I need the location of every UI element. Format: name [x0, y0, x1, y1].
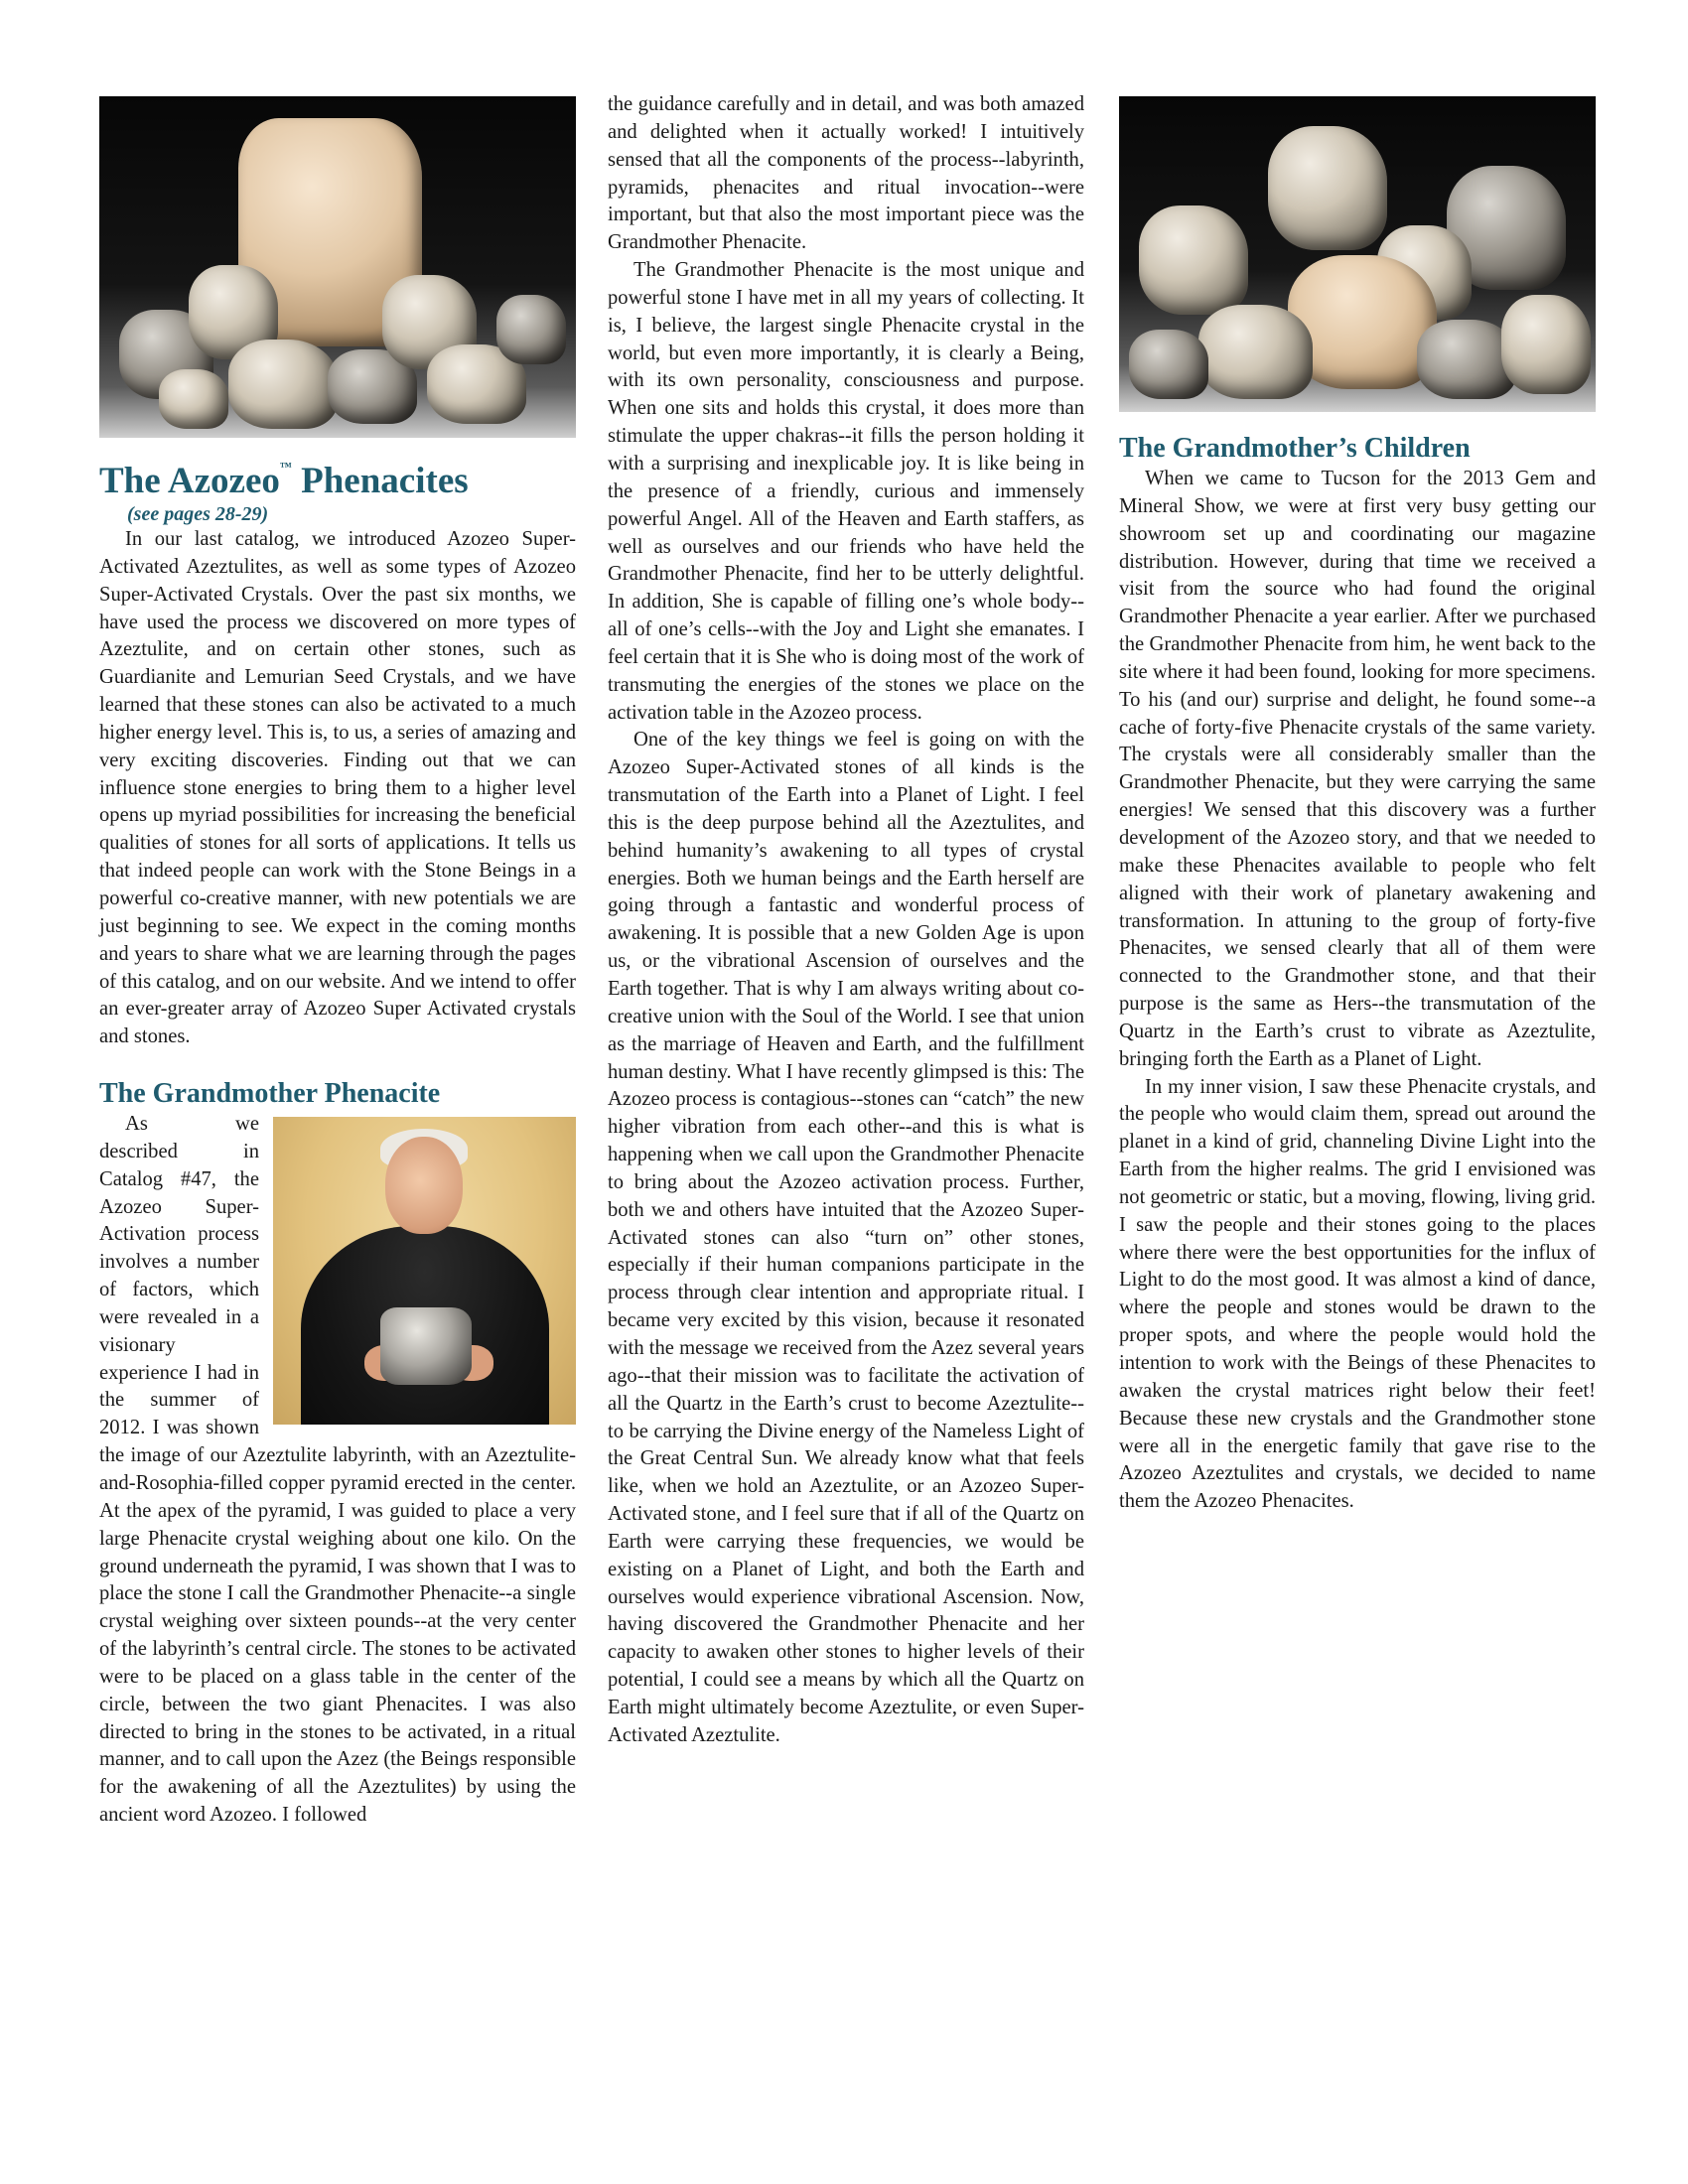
- section-heading-grandmother-phenacite: The Grandmother Phenacite: [99, 1078, 441, 1110]
- section-heading-grandmothers-children: The Grandmother’s Children: [1119, 433, 1471, 464]
- crystal-rock: [1198, 305, 1313, 399]
- grandmother-being-paragraph: The Grandmother Phenacite is the most unique and powerful stone I have met in all my years of collecting. It is, I believe, the largest single Phenacite crystal in the world, but even more importantly, it is clearly a Being, with its own personality, consciousness and purpose. When one sits and holds this crystal, it does more than stimulate the upper chakras--it fills the person holding it with a surprising and inexplicable joy. It is like being in the presence of a friendly, curious and immensely powerful Angel. All of the Heaven and Earth staffers, as well as ourselves and our friends who have held the Grandmother Phenacite, find her to be utterly delightful. In addition, She is capable of filling one’s whole body--all of one’s cells--with the Joy and Light she emanates. I feel certain that it is She who is doing most of the work of transmuting the energies of the stones we place on the activation table in the Azozeo process.: [608, 259, 1084, 724]
- crystal-rock: [1501, 295, 1591, 394]
- crystal-rock: [159, 369, 228, 429]
- column-middle: [608, 91, 1084, 1750]
- intro-paragraph: In our last catalog, we introduced Azozeo Super-Activated Azeztulites, as well as some types of Azozeo Super-Activated Crystals. Over the past six months, we have used the process we discovered on more types of Azeztulite, and on certain other stones, such as Guardianite and Lemurian Seed Crystals, and we have learned that these stones can also be activated to a much higher energy level. This is, to us, a series of amazing and very exciting discoveries. Finding out that we can influence stone energies to bring them to a higher level opens up myriad possibilities for increasing the beneficial qualities of stones for all sorts of applications. It tells us that indeed people can work with the Stone Beings in a powerful co-creative manner, with new potentials we are just beginning to see. We expect in the coming months and years to share what we are learning through the pages of this catalog, and on our website. And we intend to offer an ever-greater array of Azozeo Super Activated crystals and stones.: [99, 528, 576, 1048]
- planet-of-light-paragraph: One of the key things we feel is going on with the Azozeo Super-Activated stones of all kinds is the transmutation of the Earth into a Planet of Light. I feel this is the deep purpose behind all the Azeztulites, and behind humanity’s awakening to all types of crystal energies. Both we human beings and the Earth herself are going through a fantastic and wonderful process of awakening. It is possible that a new Golden Age is upon us, or the vibrational Ascension of ourselves and the Earth together. That is why I am always writing about co-creative union with the Soul of the World. I see that union as the marriage of Heaven and Earth, and the fulfillment human destiny. What I have recently glimpsed is this: The Azozeo process is contagious--stones can “catch” the new higher vibration from each other--and this is what is happening when we call upon the Grandmother Phenacite to bring about the Azozeo activation process. Further, both we and others have intuited that the Azozeo Super-Activated stones can also “turn on” other stones, especially if their human companions participate in the process through clear intention and appropriate ritual. I became very excited by this vision, because it resonated with the message we received from the Azez several years ago--that their mission was to facilitate the activation of all the Quartz in the Earth’s crust to become Azeztulite--to be carrying the Divine energy of the Nameless Light of the Great Central Sun. We already know what that feels like, when we hold an Azeztulite, or an Azozeo Super-Activated stone, and I feel sure that if all of the Quartz on Earth were carrying these frequencies, we would be existing on a Planet of Light, and both the Earth and ourselves would experience vibrational Ascension. Now, having discovered the Grandmother Phenacite and her capacity to awaken other stones to higher levels of their potential, I could see a means by which all the Quartz on Earth might ultimately become Azeztulite, or even Super-Activated Azeztulite.: [608, 729, 1084, 1746]
- man-holding-crystal-photo: [273, 1117, 576, 1425]
- grandmother-paragraph-wrap: [99, 1111, 576, 1830]
- crystal-rock: [496, 295, 566, 364]
- crystal-rock: [228, 340, 338, 429]
- article-title: The Azozeo™ Phenacites: [99, 460, 469, 501]
- crystal-rock: [1139, 205, 1248, 315]
- crystal-rock: [1268, 126, 1387, 250]
- crystal-rock: [1129, 330, 1208, 399]
- column-right: [1119, 96, 1596, 1516]
- column-left: [99, 96, 576, 1830]
- continued-paragraph: the guidance carefully and in detail, and was both amazed and delighted when it actually worked! I intuitively sensed that all the components of the process--labyrinth, pyramids, phenacites and ritual invocation--were important, but that also the most important piece was the Grandmother Phenacite.: [608, 93, 1084, 254]
- tucson-paragraph: When we came to Tucson for the 2013 Gem and Mineral Show, we were at first very busy getting our showroom set up and coordinating our magazine distribution. However, during that time we received a visit from the source who had found the original Grandmother Phenacite a year earlier. After we purchased the Grandmother Phenacite from him, he went back to the site where it had been found, looking for more specimens. To his (and our) surprise and delight, he found some--a cache of forty-five Phenacite crystals of the same variety. The crystals were all considerably smaller than the Grandmother Phenacite, but they were carrying the same energies! We sensed that this discovery was a further development of the Azozeo story, and that we needed to make these Phenacites available to people who felt aligned with their work of planetary awakening and transformation. In attuning to the group of forty-five Phenacites, we sensed clearly that all of them were connected to the Grandmother stone, and that their purpose is the same as Hers--the transmutation of the Quartz in the Earth’s crust to vibrate as Azeztulite, bringing forth the Earth as a Planet of Light.: [1119, 468, 1596, 1070]
- phenacite-crystals-photo: [99, 96, 576, 438]
- phenacite-group-photo: [1119, 96, 1596, 412]
- grandmother-paragraph: As we described in Catalog #47, the Azozeo Super-Activation process involves a number of factors, which were revealed in a visionary experience I had in the summer of 2012. I was shown the image of our Azeztulite labyrinth, with an Azeztulite-and-Rosophia-filled copper pyramid erected in the center. At the apex of the pyramid, I was guided to place a very large Phenacite crystal weighing about one kilo. On the ground underneath the pyramid, I was shown that I was to place the stone I call the Grandmother Phenacite--a single crystal weighing over sixteen pounds--at the very center of the labyrinth’s central circle. The stones to be activated were to be placed on a glass table in the center of the circle, between the two giant Phenacites. I was also directed to bring in the stones to be activated, in a ritual manner, and to call upon the Azez (the Beings responsible for the awakening of all the Azeztulites) by using the ancient word Azozeo. I followed: [99, 1113, 576, 1827]
- see-pages-note: (see pages 28-29): [127, 503, 269, 525]
- inner-vision-paragraph: In my inner vision, I saw these Phenacite crystals, and the people who would claim them, spread out around the planet in a kind of grid, channeling Divine Light into the Earth from the higher realms. The grid I envisioned was not geometric or static, but a moving, flowing, living grid. I saw the people and their stones going to the places where there were the best opportunities for the influx of Light to do the most good. It was almost a kind of dance, where the people and stones would be drawn to the proper spots, and where the people would hold the intention to work with the Beings of these Phenacites to awaken the crystal matrices right below their feet! Because these new crystals and the Grandmother stone were all in the energetic family that gave rise to the Azozeo Azeztulites and crystals, we decided to name them the Azozeo Phenacites.: [1119, 1075, 1596, 1513]
